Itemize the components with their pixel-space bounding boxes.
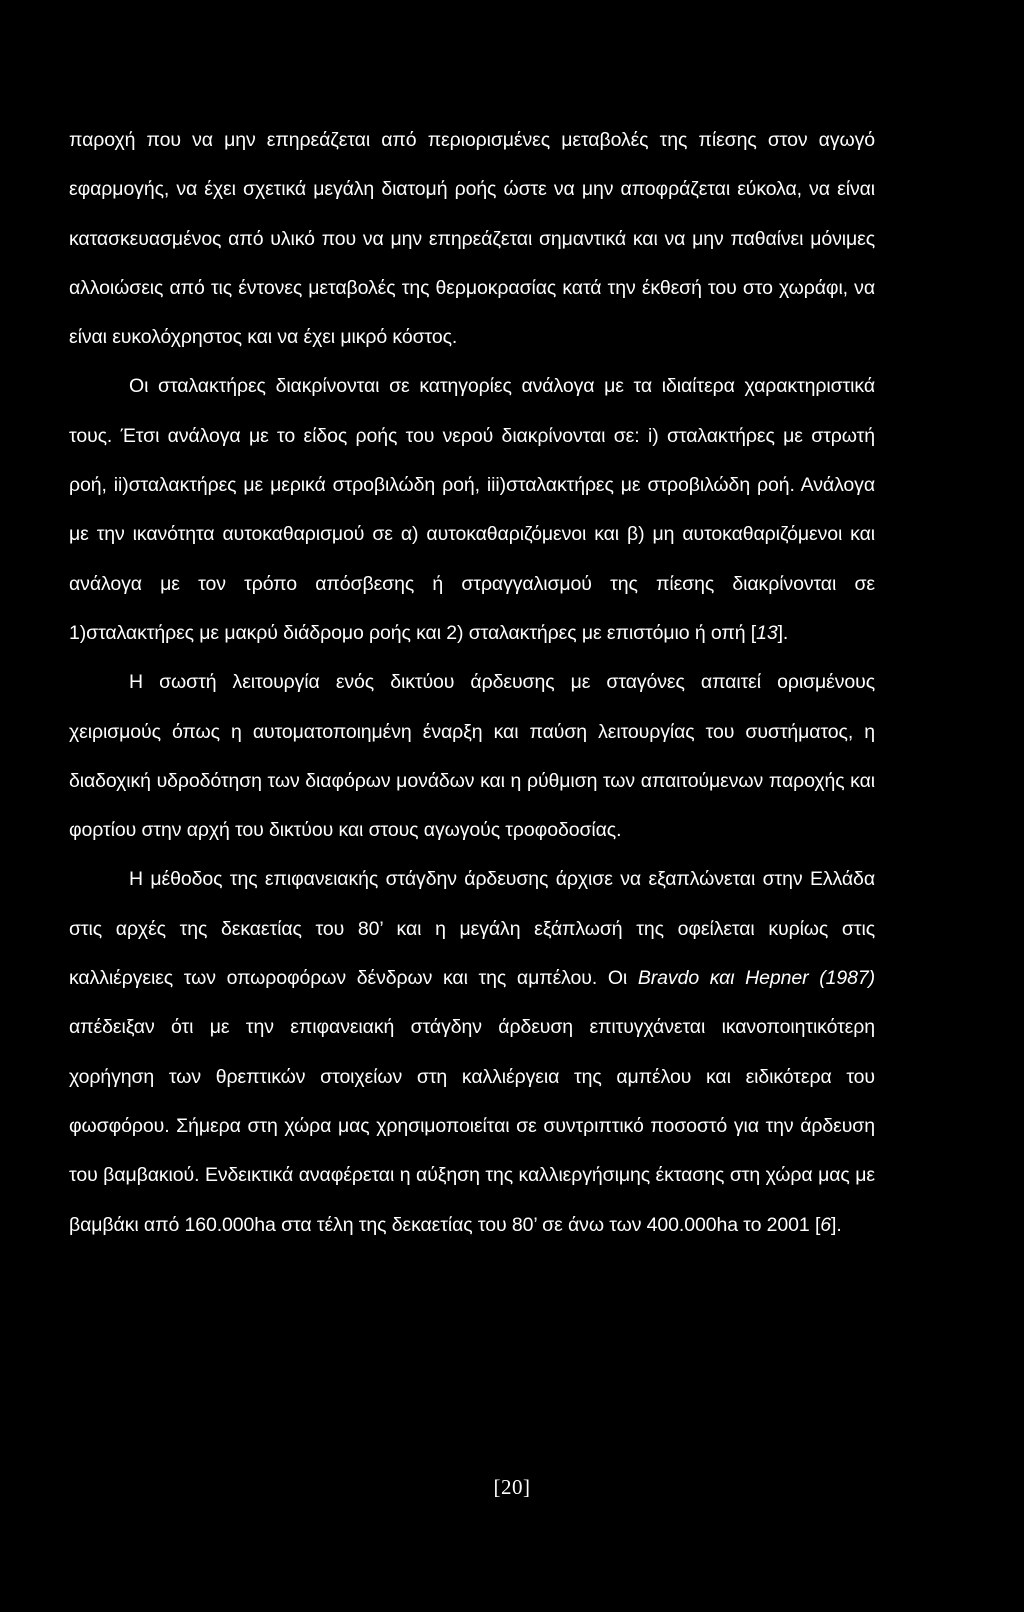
citation-ref: 6 [820,1213,832,1236]
paragraph-1 [69,116,875,362]
author-citation: Bravdo και Hepner (1987) [637,967,875,990]
paragraph-1-text: παροχή που να μην επηρεάζεται από περιορισμένες μεταβολές της πίεσης στον αγωγό εφαρμογής, να έχει σχετικά μεγάλη διατομή ροής ώστε να μην αποφράζεται εύκολα, να είναι κατασκευασμένος από υλικό που να μην επηρεάζεται σημαντικά και να μην παθαίνει μόνιμες αλλοιώσεις από τις έντονες μεταβολές της θερμοκρασίας κατά την έκθεσή του στο χωράφι, να είναι ευκολόχρηστος και να έχει μικρό κόστος. [69,129,875,349]
paragraph-2-text-end: ]. [777,621,789,644]
paragraph-2 [69,362,875,658]
page-number: [20] [493,1475,531,1499]
paragraph-2-text: Οι σταλακτήρες διακρίνονται σε κατηγορίες ανάλογα με τα ιδιαίτερα χαρακτηριστικά τους. Έτσι ανάλογα με το είδος ροής του νερού διακρίνονται σε: i) σταλακτήρες με στρωτή ροή, ii)σταλακτήρες με μερικά στροβιλώδη ροή, iii)σταλακτήρες με στροβιλώδη ροή. Ανάλογα με την ικανότητα αυτοκαθαρισμού σε α) αυτοκαθαριζόμενοι και β) μη αυτοκαθαριζόμενοι και ανάλογα με τον τρόπο απόσβεσης ή στραγγαλισμού της πίεσης διακρίνονται σε 1)σταλακτήρες με μακρύ διάδρομο ροής και 2) σταλακτήρες με επιστόμιο ή οπή [ [69,375,875,644]
paragraph-4 [69,855,875,1249]
paragraph-4-text: Η μέθοδος της επιφανειακής στάγδην άρδευσης άρχισε να εξαπλώνεται στην Ελλάδα στις αρχές της δεκαετίας του 80’ και η μεγάλη εξάπλωσή της οφείλεται κυρίως στις καλλιέργειες των οπωροφόρων δένδρων και της αμπέλου. Οι [69,868,875,990]
citation-ref: 13 [756,621,778,644]
paragraph-3-text: Η σωστή λειτουργία ενός δικτύου άρδευσης με σταγόνες απαιτεί ορισμένους χειρισμούς όπως η αυτοματοποιημένη έναρξη και παύση λειτουργίας του συστήματος, η διαδοχική υδροδότηση των διαφόρων μονάδων και η ρύθμιση των απαιτούμενων παροχής και φορτίου στην αρχή του δικτύου και στους αγωγούς τροφοδοσίας. [69,671,875,842]
document-body [69,116,875,1250]
paragraph-3 [69,658,875,855]
paragraph-4-text-end: ]. [831,1213,842,1236]
paragraph-4-text-cont: απέδειξαν ότι με την επιφανειακή στάγδην άρδευση επιτυγχάνεται ικανοποιητικότερη χορήγηση των θρεπτικών στοιχείων στη καλλιέργεια της αμπέλου και ειδικότερα του φωσφόρου. Σήμερα στη χώρα μας χρησιμοποιείται σε συντριπτικό ποσοστό για την άρδευση του βαμβακιού. Ενδεικτικά αναφέρεται η αύξηση της καλλιεργήσιμης έκτασης στη χώρα μας με βαμβάκι από 160.000ha στα τέλη της δεκαετίας του 80’ σε άνω των 400.000ha το 2001 [ [69,1016,875,1236]
